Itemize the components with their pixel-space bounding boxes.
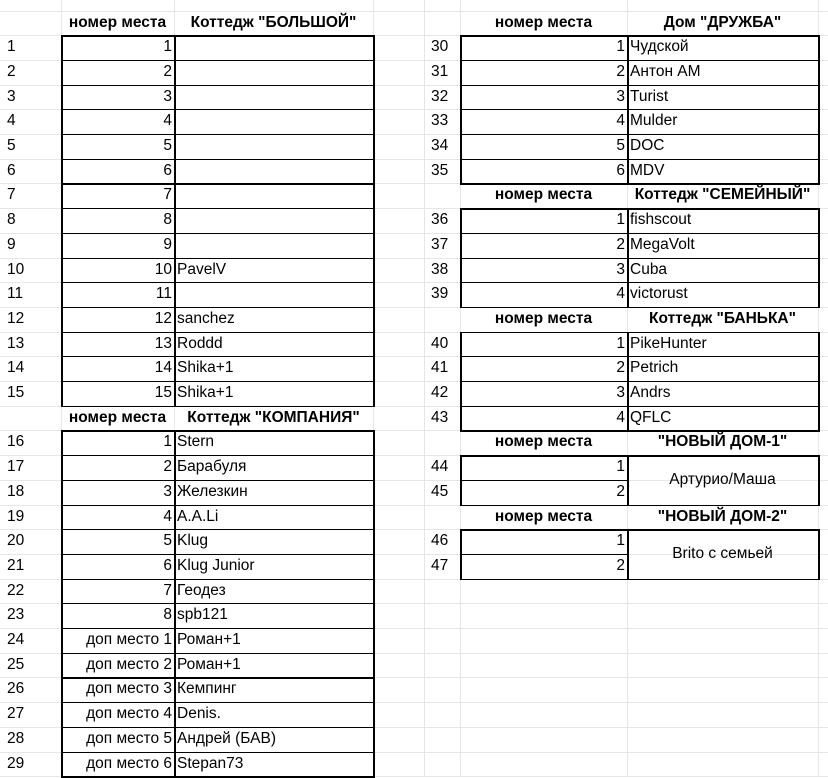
block-title: Коттедж "БАНЬКА"	[649, 309, 796, 327]
row-index: 11	[7, 285, 24, 303]
table-border	[61, 159, 174, 160]
row-index: 15	[7, 384, 25, 401]
guest-name-cell[interactable]: Роман+1	[177, 631, 241, 648]
guest-name-cell[interactable]: DOC	[630, 137, 665, 154]
table-border	[61, 603, 174, 604]
guest-name-cell[interactable]: Klug	[177, 532, 209, 550]
table-border	[627, 85, 818, 86]
table-border	[61, 727, 174, 728]
seat-number-cell[interactable]: 4	[616, 285, 625, 303]
row-index: 41	[431, 359, 449, 377]
table-border	[61, 134, 174, 135]
guest-name-cell[interactable]: Shika+1	[177, 384, 234, 401]
table-border	[627, 455, 629, 506]
table-border	[627, 60, 818, 61]
guest-name-cell[interactable]: PavelV	[177, 260, 227, 278]
row-index: 20	[7, 532, 25, 550]
seat-column-header: номер места	[68, 13, 167, 31]
seat-column-header: номер места	[494, 309, 593, 327]
guest-name-cell[interactable]: Klug Junior	[177, 556, 255, 574]
seat-column-header: номер места	[494, 186, 593, 204]
guest-name-cell[interactable]	[174, 35, 373, 60]
table-border	[460, 282, 627, 283]
row-index: 31	[431, 62, 449, 80]
guest-name-cell[interactable]: MegaVolt	[630, 235, 695, 253]
table-border	[61, 455, 174, 456]
table-border	[61, 579, 174, 580]
table-border	[373, 430, 375, 777]
seat-number-cell[interactable]: 5	[163, 137, 172, 154]
row-index: 36	[431, 211, 449, 229]
row-index: 6	[7, 161, 16, 179]
table-border	[174, 159, 373, 160]
table-border	[174, 727, 373, 728]
table-border	[627, 159, 818, 160]
seat-number-cell[interactable]: 1	[616, 211, 625, 229]
table-border	[818, 332, 820, 432]
table-border	[818, 208, 820, 308]
seat-number-cell[interactable]: доп место 1	[86, 631, 172, 648]
seat-column-header: номер места	[68, 408, 167, 426]
table-border	[460, 85, 627, 86]
guest-name-cell[interactable]	[174, 208, 373, 233]
block-title: "НОВЫЙ ДОМ-2"	[657, 507, 788, 525]
guest-name-cell[interactable]: Turist	[630, 87, 669, 105]
guest-name-cell[interactable]: MDV	[630, 161, 665, 179]
guest-name-cell-merged[interactable]: Brito с семьей	[672, 544, 773, 562]
table-border	[61, 776, 375, 778]
table-border	[373, 35, 375, 407]
row-index: 17	[7, 458, 25, 476]
row-index: 39	[431, 285, 449, 303]
guest-name-cell[interactable]: Геодез	[177, 581, 226, 599]
table-border	[627, 282, 818, 283]
seat-number-cell[interactable]: 2	[163, 62, 172, 80]
table-border	[61, 653, 174, 654]
seat-number-cell[interactable]: 13	[154, 334, 172, 352]
table-border	[460, 208, 820, 210]
table-border	[61, 35, 63, 407]
table-border	[61, 677, 174, 678]
seat-number-cell[interactable]: 4	[616, 408, 625, 426]
table-border	[460, 529, 820, 531]
guest-name-cell[interactable]: QFLC	[630, 408, 672, 426]
seat-column-header: номер места	[494, 433, 593, 451]
table-border	[174, 183, 373, 184]
row-index: 34	[431, 137, 449, 154]
table-border	[174, 677, 373, 678]
table-border	[61, 332, 174, 333]
table-border	[174, 134, 373, 135]
guest-name-cell[interactable]: Железкин	[177, 482, 248, 500]
table-border	[61, 35, 375, 37]
table-border	[174, 35, 176, 407]
seat-number-cell[interactable]: 2	[616, 62, 625, 80]
table-border	[460, 60, 627, 61]
table-border	[627, 381, 818, 382]
row-index: 32	[431, 87, 449, 105]
seat-number-cell[interactable]: 2	[163, 458, 172, 476]
table-border	[460, 381, 627, 382]
table-border	[174, 60, 373, 61]
table-border	[174, 332, 373, 333]
row-index: 25	[7, 655, 25, 673]
table-border	[174, 752, 373, 753]
seat-number-cell[interactable]: доп место 6	[86, 754, 172, 772]
row-index: 43	[431, 408, 449, 426]
seat-number-cell[interactable]: 3	[616, 87, 625, 105]
guest-name-cell[interactable]	[174, 60, 373, 85]
table-border	[174, 307, 373, 308]
seat-number-cell[interactable]: 2	[616, 235, 625, 253]
row-index: 4	[7, 112, 16, 130]
seat-number-cell[interactable]: 1	[616, 458, 625, 476]
table-border	[61, 381, 174, 382]
row-index: 28	[7, 729, 25, 747]
row-index: 12	[7, 309, 25, 327]
block-title: Коттедж "БОЛЬШОЙ"	[190, 13, 357, 31]
seat-number-cell[interactable]: 5	[163, 532, 172, 550]
seat-number-cell[interactable]: 6	[616, 161, 625, 179]
table-border	[460, 455, 820, 457]
guest-name-cell[interactable]: Denis.	[177, 705, 221, 723]
guest-name-cell[interactable]: PikeHunter	[630, 334, 707, 352]
table-border	[61, 208, 174, 209]
table-border	[174, 702, 373, 703]
table-border	[174, 356, 373, 357]
table-border	[174, 282, 373, 283]
row-index: 33	[431, 112, 449, 130]
table-border	[174, 505, 373, 506]
row-index: 13	[7, 334, 25, 352]
table-border	[460, 159, 627, 160]
table-border	[818, 455, 820, 506]
guest-name-cell[interactable]: fishscout	[630, 211, 692, 229]
seat-number-cell[interactable]: 6	[163, 161, 172, 179]
row-index: 42	[431, 384, 449, 401]
table-border	[627, 134, 818, 135]
row-index: 16	[7, 433, 25, 451]
table-border	[174, 554, 373, 555]
seat-number-cell[interactable]: 2	[616, 556, 625, 574]
row-index: 27	[7, 705, 25, 723]
table-border	[627, 109, 818, 110]
seat-number-cell[interactable]: доп место 4	[86, 705, 172, 723]
seat-number-cell[interactable]: 3	[616, 384, 625, 401]
table-border	[460, 233, 627, 234]
table-border	[174, 579, 373, 580]
guest-name-cell[interactable]: A.A.Li	[177, 507, 219, 525]
seat-number-cell[interactable]: 1	[163, 38, 172, 56]
seat-number-cell[interactable]: доп место 5	[86, 729, 172, 747]
guest-name-cell[interactable]: Roddd	[177, 334, 223, 352]
table-border	[627, 406, 818, 407]
row-index: 7	[7, 186, 16, 204]
seat-number-cell[interactable]: 1	[163, 433, 172, 451]
row-index: 1	[7, 38, 16, 56]
table-border	[174, 603, 373, 604]
guest-name-cell[interactable]: Cuba	[630, 260, 668, 278]
table-border	[818, 529, 820, 580]
table-border	[61, 752, 174, 753]
table-border	[174, 233, 373, 234]
guest-name-cell[interactable]: Andrs	[630, 384, 671, 401]
guest-name-cell[interactable]: Mulder	[630, 112, 678, 130]
guest-name-cell[interactable]: sanchez	[177, 309, 235, 327]
row-index: 46	[431, 532, 449, 550]
guest-name-cell[interactable]	[174, 282, 373, 307]
guest-name-cell[interactable]	[174, 109, 373, 134]
table-border	[627, 356, 818, 357]
row-index: 10	[7, 260, 25, 278]
table-border	[460, 554, 627, 555]
table-border	[460, 356, 627, 357]
table-border	[627, 258, 818, 259]
seat-number-cell[interactable]: доп место 3	[86, 680, 172, 698]
table-border	[174, 258, 373, 259]
seat-number-cell[interactable]: 4	[163, 112, 172, 130]
guest-name-cell[interactable]	[174, 85, 373, 110]
seat-number-cell[interactable]: 10	[154, 260, 172, 278]
table-border	[460, 258, 627, 259]
row-index: 24	[7, 631, 25, 648]
seat-number-cell[interactable]: 2	[616, 359, 625, 377]
row-index: 40	[431, 334, 449, 352]
seat-number-cell[interactable]: 3	[163, 87, 172, 105]
table-border	[61, 480, 174, 481]
table-border	[61, 258, 174, 259]
table-border	[818, 35, 820, 185]
table-border	[61, 307, 174, 308]
table-border	[61, 356, 174, 357]
table-border	[61, 183, 174, 184]
table-border	[61, 430, 375, 432]
row-index: 30	[431, 38, 449, 56]
guest-name-cell[interactable]	[174, 233, 373, 258]
table-border	[174, 109, 373, 110]
guest-name-cell[interactable]: victorust	[630, 285, 688, 303]
block-title: Коттедж "СЕМЕЙНЫЙ"	[634, 186, 811, 204]
seat-number-cell[interactable]: 2	[616, 482, 625, 500]
table-border	[460, 109, 627, 110]
seat-number-cell[interactable]: 7	[163, 186, 172, 204]
row-index: 2	[7, 62, 16, 80]
row-index: 9	[7, 235, 16, 253]
table-border	[61, 529, 174, 530]
table-border	[61, 233, 174, 234]
seat-number-cell[interactable]: 5	[616, 137, 625, 154]
seat-number-cell[interactable]: 1	[616, 38, 625, 56]
table-border	[460, 406, 627, 407]
table-border	[174, 529, 373, 530]
guest-name-cell[interactable]: Stern	[177, 433, 215, 451]
table-border	[174, 381, 373, 382]
table-border	[174, 653, 373, 654]
block-title: Дом "ДРУЖБА"	[663, 13, 782, 31]
seat-number-cell[interactable]: 12	[154, 309, 172, 327]
row-index: 3	[7, 87, 16, 105]
table-border	[61, 85, 174, 86]
guest-name-cell[interactable]	[174, 159, 373, 184]
table-border	[460, 35, 820, 37]
seat-number-cell[interactable]: 6	[163, 556, 172, 574]
row-index: 29	[7, 754, 25, 772]
guest-name-cell[interactable]: Petrich	[630, 359, 679, 377]
seat-number-cell[interactable]: доп место 2	[86, 655, 172, 673]
row-index: 21	[7, 556, 25, 574]
table-border	[460, 332, 820, 334]
guest-name-cell[interactable]: Роман+1	[177, 655, 241, 673]
row-index: 18	[7, 482, 25, 500]
table-border	[627, 233, 818, 234]
row-index: 23	[7, 606, 25, 624]
seat-column-header: номер места	[494, 13, 593, 31]
table-border	[174, 455, 373, 456]
guest-name-cell[interactable]: spb121	[177, 606, 228, 624]
seat-number-cell[interactable]: 8	[163, 606, 172, 624]
row-index: 19	[7, 507, 25, 525]
row-index: 22	[7, 581, 25, 599]
table-border	[61, 282, 174, 283]
row-index: 37	[431, 235, 449, 253]
row-index: 44	[431, 458, 449, 476]
row-index: 26	[7, 680, 25, 698]
row-index: 45	[431, 482, 449, 500]
guest-name-cell[interactable]: Барабуля	[177, 458, 247, 476]
seat-number-cell[interactable]: 9	[163, 235, 172, 253]
seat-number-cell[interactable]: 8	[163, 211, 172, 229]
table-border	[61, 60, 174, 61]
table-border	[174, 628, 373, 629]
guest-name-cell[interactable]: Чудской	[630, 38, 689, 56]
guest-name-cell[interactable]	[174, 183, 373, 208]
table-border	[174, 85, 373, 86]
seat-number-cell[interactable]: 7	[163, 581, 172, 599]
row-index: 8	[7, 211, 16, 229]
row-index: 35	[431, 161, 449, 179]
row-index: 38	[431, 260, 449, 278]
seat-number-cell[interactable]: 1	[616, 334, 625, 352]
table-border	[61, 505, 174, 506]
table-border	[174, 208, 373, 209]
seat-number-cell[interactable]: 4	[616, 112, 625, 130]
table-border	[61, 109, 174, 110]
table-border	[460, 480, 627, 481]
row-index: 14	[7, 359, 25, 377]
table-border	[627, 529, 629, 580]
guest-name-cell[interactable]: Андрей (БАВ)	[177, 729, 276, 747]
seat-number-cell[interactable]: 4	[163, 507, 172, 525]
seat-number-cell[interactable]: 14	[154, 359, 172, 377]
row-index: 47	[431, 556, 449, 574]
guest-name-cell[interactable]: Антон АМ	[630, 62, 701, 80]
table-border	[460, 579, 820, 581]
guest-name-cell[interactable]: Stepan73	[177, 754, 244, 772]
seat-number-cell[interactable]: 11	[155, 285, 172, 303]
guest-name-cell[interactable]: Кемпинг	[177, 680, 237, 698]
block-title: "НОВЫЙ ДОМ-1"	[657, 433, 788, 451]
table-border	[61, 628, 174, 629]
seat-number-cell[interactable]: 3	[163, 482, 172, 500]
seat-number-cell[interactable]: 1	[616, 532, 625, 550]
table-border	[460, 134, 627, 135]
guest-name-cell[interactable]: Shika+1	[177, 359, 234, 377]
seat-number-cell[interactable]: 3	[616, 260, 625, 278]
guest-name-cell-merged[interactable]: Артурио/Маша	[669, 470, 776, 488]
row-index: 5	[7, 137, 16, 154]
table-border	[174, 480, 373, 481]
seat-number-cell[interactable]: 15	[154, 384, 172, 401]
guest-name-cell[interactable]	[174, 134, 373, 159]
table-border	[61, 702, 174, 703]
block-title: Коттедж "КОМПАНИЯ"	[187, 408, 360, 426]
table-border	[61, 554, 174, 555]
seat-column-header: номер места	[494, 507, 593, 525]
